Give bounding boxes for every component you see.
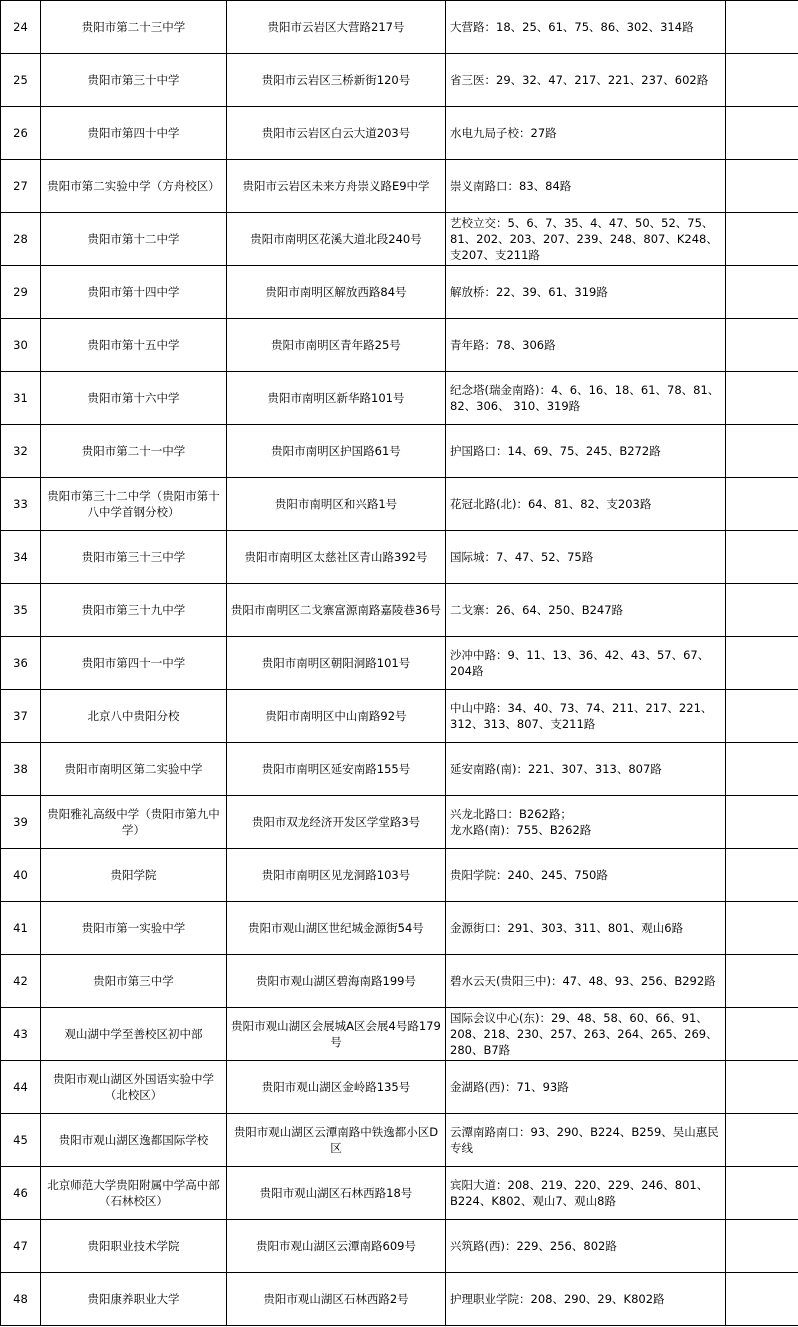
table-row: [1, 54, 798, 107]
blank-cell: [726, 319, 798, 372]
address-cell: 贵阳市观山湖区石林西路2号: [227, 1273, 446, 1326]
address-cell: 贵阳市南明区延安南路155号: [227, 743, 446, 796]
table-row: [1, 319, 798, 372]
row-number-cell: 35: [1, 584, 41, 637]
school-name-cell: 贵阳市第十二中学: [41, 213, 227, 266]
table-row: [1, 902, 798, 955]
address-cell: 贵阳市观山湖区世纪城金源街54号: [227, 902, 446, 955]
school-name-cell: 贵阳学院: [41, 849, 227, 902]
address-cell: 贵阳市云岩区三桥新街120号: [227, 54, 446, 107]
school-name-cell: 贵阳市观山湖区逸都国际学校: [41, 1114, 227, 1167]
blank-cell: [726, 849, 798, 902]
address-cell: 贵阳市南明区解放西路84号: [227, 266, 446, 319]
blank-cell: [726, 1114, 798, 1167]
bus-routes-cell: 宾阳大道：208、219、220、229、246、801、B224、K802、观山7、观山8路: [446, 1167, 726, 1220]
address-cell: 贵阳市南明区太慈社区青山路392号: [227, 531, 446, 584]
address-cell: 贵阳市南明区中山南路92号: [227, 690, 446, 743]
blank-cell: [726, 690, 798, 743]
table-row: [1, 584, 798, 637]
table-row: [1, 955, 798, 1008]
bus-routes-cell: 大营路：18、25、61、75、86、302、314路: [446, 1, 726, 54]
bus-routes-cell: 青年路：78、306路: [446, 319, 726, 372]
row-number-cell: 45: [1, 1114, 41, 1167]
row-number-cell: 28: [1, 213, 41, 266]
blank-cell: [726, 1008, 798, 1061]
address-cell: 贵阳市观山湖区云潭南路609号: [227, 1220, 446, 1273]
school-name-cell: 贵阳市第二实验中学（方舟校区）: [41, 160, 227, 213]
blank-cell: [726, 372, 798, 425]
table-row: [1, 690, 798, 743]
school-name-cell: 贵阳市第十六中学: [41, 372, 227, 425]
bus-routes-cell: 兴龙北路口：B262路； 龙水路(南)：755、B262路: [446, 796, 726, 849]
row-number-cell: 46: [1, 1167, 41, 1220]
blank-cell: [726, 955, 798, 1008]
table-row: [1, 107, 798, 160]
row-number-cell: 31: [1, 372, 41, 425]
bus-routes-cell: 沙冲中路：9、11、13、36、42、43、57、67、204路: [446, 637, 726, 690]
blank-cell: [726, 266, 798, 319]
row-number-cell: 37: [1, 690, 41, 743]
table-row: [1, 1114, 798, 1167]
row-number-cell: 42: [1, 955, 41, 1008]
table-row: [1, 160, 798, 213]
school-name-cell: 贵阳市第三十三中学: [41, 531, 227, 584]
address-cell: 贵阳市南明区新华路101号: [227, 372, 446, 425]
blank-cell: [726, 637, 798, 690]
row-number-cell: 39: [1, 796, 41, 849]
row-number-cell: 41: [1, 902, 41, 955]
row-number-cell: 27: [1, 160, 41, 213]
address-cell: 贵阳市南明区见龙洞路103号: [227, 849, 446, 902]
address-cell: 贵阳市南明区护国路61号: [227, 425, 446, 478]
table-row: [1, 1061, 798, 1114]
row-number-cell: 24: [1, 1, 41, 54]
blank-cell: [726, 478, 798, 531]
school-name-cell: 贵阳雅礼高级中学（贵阳市第九中学）: [41, 796, 227, 849]
row-number-cell: 26: [1, 107, 41, 160]
bus-routes-cell: 碧水云天(贵阳三中)：47、48、93、256、B292路: [446, 955, 726, 1008]
blank-cell: [726, 584, 798, 637]
address-cell: 贵阳市南明区青年路25号: [227, 319, 446, 372]
row-number-cell: 30: [1, 319, 41, 372]
school-name-cell: 贵阳市第十五中学: [41, 319, 227, 372]
school-name-cell: 贵阳康养职业大学: [41, 1273, 227, 1326]
bus-routes-cell: 国际会议中心(东)：29、48、58、60、66、91、208、218、230、257、263、264、265、269、280、B7路: [446, 1008, 726, 1061]
blank-cell: [726, 425, 798, 478]
address-cell: 贵阳市云岩区未来方舟崇义路E9中学: [227, 160, 446, 213]
bus-routes-cell: 国际城：7、47、52、75路: [446, 531, 726, 584]
table-body: [1, 1, 798, 1326]
school-name-cell: 贵阳市第二十三中学: [41, 1, 227, 54]
blank-cell: [726, 1, 798, 54]
address-cell: 贵阳市云岩区白云大道203号: [227, 107, 446, 160]
row-number-cell: 48: [1, 1273, 41, 1326]
bus-routes-cell: 护国路口：14、69、75、245、B272路: [446, 425, 726, 478]
row-number-cell: 34: [1, 531, 41, 584]
blank-cell: [726, 531, 798, 584]
school-name-cell: 贵阳市第二十一中学: [41, 425, 227, 478]
address-cell: 贵阳市南明区花溪大道北段240号: [227, 213, 446, 266]
bus-routes-cell: 兴筑路(西)：229、256、802路: [446, 1220, 726, 1273]
table-row: [1, 849, 798, 902]
school-name-cell: 贵阳市第三十二中学（贵阳市第十八中学首钢分校）: [41, 478, 227, 531]
table-row: [1, 266, 798, 319]
bus-routes-cell: 水电九局子校：27路: [446, 107, 726, 160]
table-row: [1, 1220, 798, 1273]
blank-cell: [726, 796, 798, 849]
bus-routes-cell: 解放桥：22、39、61、319路: [446, 266, 726, 319]
table-row: [1, 637, 798, 690]
bus-routes-cell: 延安南路(南)：221、307、313、807路: [446, 743, 726, 796]
bus-routes-cell: 云潭南路南口：93、290、B224、B259、吴山惠民专线: [446, 1114, 726, 1167]
table-row: [1, 425, 798, 478]
bus-routes-cell: 中山中路：34、40、73、74、211、217、221、312、313、807、支211路: [446, 690, 726, 743]
bus-routes-cell: 护理职业学院：208、290、29、K802路: [446, 1273, 726, 1326]
bus-routes-cell: 二戈寨：26、64、250、B247路: [446, 584, 726, 637]
school-name-cell: 贵阳市第四十一中学: [41, 637, 227, 690]
school-name-cell: 贵阳市第十四中学: [41, 266, 227, 319]
address-cell: 贵阳市观山湖区碧海南路199号: [227, 955, 446, 1008]
blank-cell: [726, 1061, 798, 1114]
bus-routes-cell: 金湖路(西)：71、93路: [446, 1061, 726, 1114]
school-name-cell: 贵阳市第三十中学: [41, 54, 227, 107]
row-number-cell: 40: [1, 849, 41, 902]
bus-routes-cell: 纪念塔(瑞金南路)：4、6、16、18、61、78、81、82、306、 310、319路: [446, 372, 726, 425]
school-name-cell: 北京师范大学贵阳附属中学高中部（石林校区）: [41, 1167, 227, 1220]
bus-routes-cell: 贵阳学院：240、245、750路: [446, 849, 726, 902]
table-row: [1, 743, 798, 796]
address-cell: 贵阳市观山湖区金岭路135号: [227, 1061, 446, 1114]
row-number-cell: 29: [1, 266, 41, 319]
address-cell: 贵阳市观山湖区石林西路18号: [227, 1167, 446, 1220]
school-name-cell: 北京八中贵阳分校: [41, 690, 227, 743]
row-number-cell: 32: [1, 425, 41, 478]
table-row: [1, 372, 798, 425]
table-row: [1, 1273, 798, 1326]
blank-cell: [726, 1167, 798, 1220]
school-name-cell: 观山湖中学至善校区初中部: [41, 1008, 227, 1061]
table-row: [1, 213, 798, 266]
row-number-cell: 33: [1, 478, 41, 531]
bus-routes-cell: 崇义南路口：83、84路: [446, 160, 726, 213]
table-row: [1, 478, 798, 531]
address-cell: 贵阳市观山湖区会展城A区会展4号路179号: [227, 1008, 446, 1061]
blank-cell: [726, 743, 798, 796]
bus-routes-cell: 金源街口：291、303、311、801、观山6路: [446, 902, 726, 955]
bus-routes-cell: 省三医：29、32、47、217、221、237、602路: [446, 54, 726, 107]
address-cell: 贵阳市南明区和兴路1号: [227, 478, 446, 531]
bus-routes-cell: 花冠北路(北)：64、81、82、支203路: [446, 478, 726, 531]
row-number-cell: 25: [1, 54, 41, 107]
blank-cell: [726, 1220, 798, 1273]
row-number-cell: 36: [1, 637, 41, 690]
blank-cell: [726, 107, 798, 160]
blank-cell: [726, 160, 798, 213]
school-name-cell: 贵阳市第三十九中学: [41, 584, 227, 637]
row-number-cell: 47: [1, 1220, 41, 1273]
blank-cell: [726, 902, 798, 955]
address-cell: 贵阳市观山湖区云潭南路中铁逸都小区D区: [227, 1114, 446, 1167]
table-row: [1, 796, 798, 849]
address-cell: 贵阳市双龙经济开发区学堂路3号: [227, 796, 446, 849]
address-cell: 贵阳市南明区朝阳洞路101号: [227, 637, 446, 690]
school-name-cell: 贵阳市第一实验中学: [41, 902, 227, 955]
address-cell: 贵阳市云岩区大营路217号: [227, 1, 446, 54]
school-name-cell: 贵阳市南明区第二实验中学: [41, 743, 227, 796]
school-name-cell: 贵阳市观山湖区外国语实验中学（北校区）: [41, 1061, 227, 1114]
school-name-cell: 贵阳市第三中学: [41, 955, 227, 1008]
table-row: [1, 1008, 798, 1061]
blank-cell: [726, 54, 798, 107]
bus-routes-cell: 艺校立交：5、6、7、35、4、47、50、52、75、81、202、203、207、239、248、807、K248、支207、支211路: [446, 213, 726, 266]
table-row: [1, 1167, 798, 1220]
school-name-cell: 贵阳市第四十中学: [41, 107, 227, 160]
row-number-cell: 38: [1, 743, 41, 796]
blank-cell: [726, 213, 798, 266]
row-number-cell: 44: [1, 1061, 41, 1114]
blank-cell: [726, 1273, 798, 1326]
school-name-cell: 贵阳职业技术学院: [41, 1220, 227, 1273]
row-number-cell: 43: [1, 1008, 41, 1061]
address-cell: 贵阳市南明区二戈寨富源南路嘉陵巷36号: [227, 584, 446, 637]
table-row: [1, 531, 798, 584]
table-row: [1, 1, 798, 54]
